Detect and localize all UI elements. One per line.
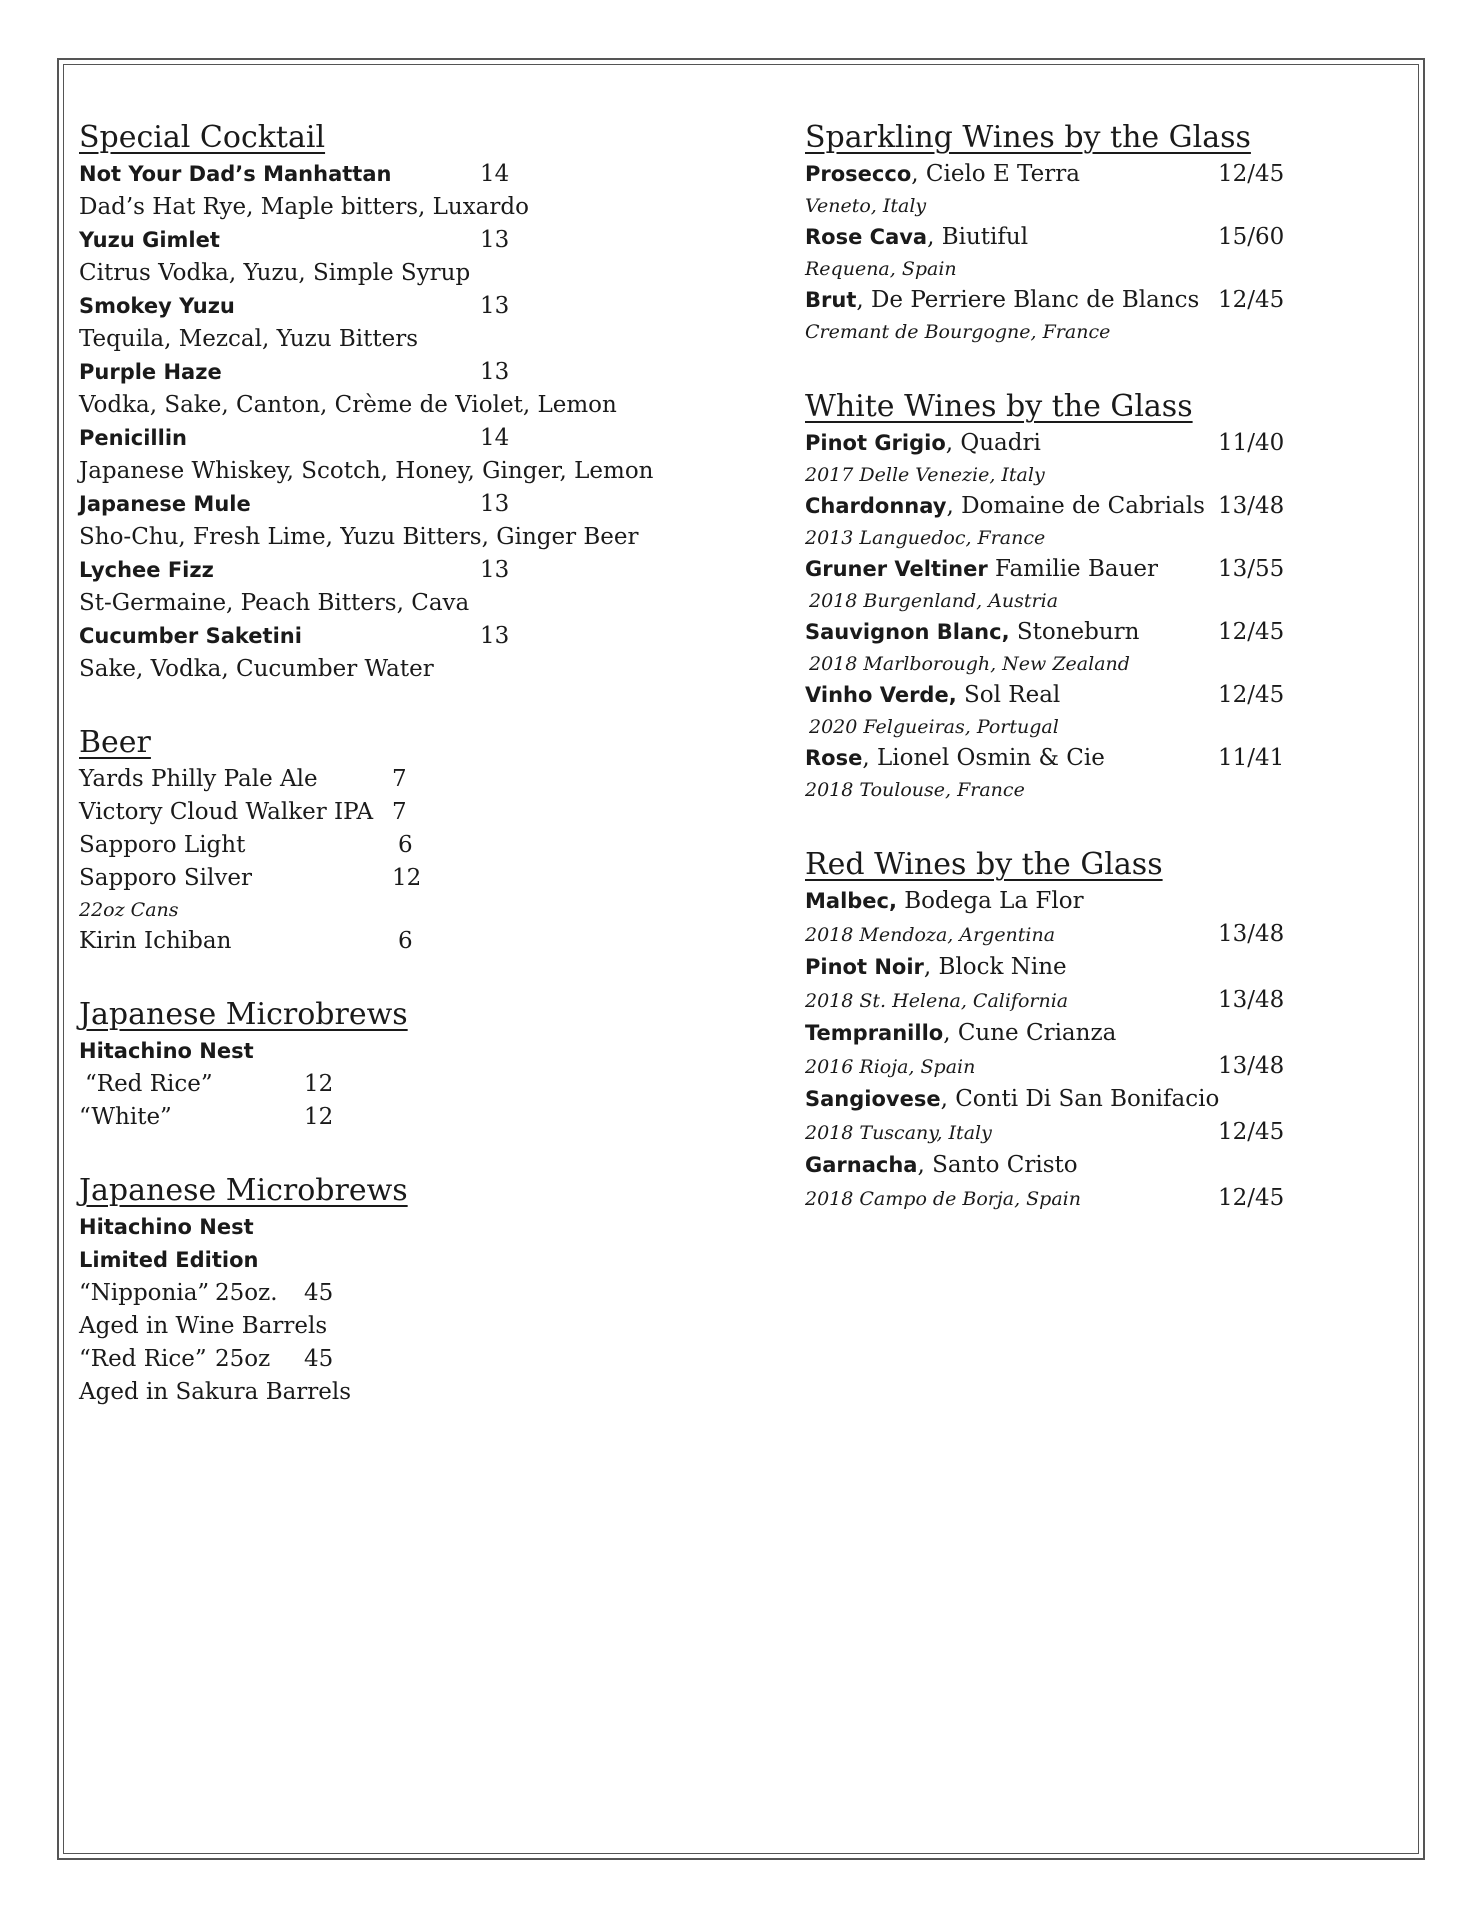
menu-item	[79, 1343, 679, 1376]
item-name: Sapporo Light	[79, 832, 246, 858]
brand-name: Hitachino Nest	[79, 1215, 254, 1239]
menu-item	[79, 925, 679, 958]
item-price: 11/41	[1218, 745, 1285, 771]
section-title: Beer	[79, 725, 151, 760]
item-origin: 2016 Rioja, Spain	[805, 1056, 976, 1078]
item-origin: 2017 Delle Venezie, Italy	[805, 464, 1045, 486]
item-price: 13/48	[1218, 987, 1285, 1013]
menu-item	[79, 763, 679, 796]
item-price: 12	[392, 865, 422, 891]
menu-item	[79, 290, 679, 323]
white-wines-section	[805, 387, 1405, 805]
item-name: Japanese Mule	[79, 492, 251, 516]
item-name: Sangiovese	[805, 1087, 941, 1111]
item-name: Chardonnay	[805, 494, 947, 518]
item-producer: , Biutiful	[927, 224, 1029, 250]
menu-item	[79, 1101, 679, 1134]
item-price: 12	[304, 1104, 334, 1130]
item-name: Rose Cava	[805, 225, 928, 249]
item-size: 25oz	[215, 1346, 271, 1372]
item-origin: 2018 Campo de Borja, Spain	[805, 1188, 1081, 1210]
japanese-microbrews-section	[79, 995, 679, 1134]
item-name: Smokey Yuzu	[79, 294, 235, 318]
item-price: 12/45	[1218, 619, 1285, 645]
menu-item	[805, 284, 1405, 317]
menu-item	[805, 158, 1405, 191]
item-name: “Red Rice”	[85, 1071, 213, 1097]
item-name: Pinot Noir	[805, 955, 924, 979]
item-description: St-Germaine, Peach Bitters, Cava	[79, 590, 470, 616]
menu-item	[805, 427, 1405, 460]
right-column	[805, 118, 1405, 1215]
item-description: Citrus Vodka, Yuzu, Simple Syrup	[79, 260, 471, 286]
item-description: Sho-Chu, Fresh Lime, Yuzu Bitters, Ginger Beer	[79, 524, 639, 550]
item-producer: , Santo Cristo	[917, 1152, 1078, 1178]
item-price: 12	[304, 1071, 334, 1097]
item-name: Prosecco	[805, 162, 912, 186]
item-producer: Bodega La Flor	[896, 888, 1084, 914]
menu-item-detail	[805, 1182, 1405, 1215]
item-name: Cucumber Saketini	[79, 624, 302, 648]
item-name: Sapporo Silver	[79, 865, 252, 891]
item-origin: 2020 Felgueiras, Portugal	[809, 716, 1059, 738]
item-name: Tempranillo	[805, 1021, 944, 1045]
item-name: Lychee Fizz	[79, 558, 214, 582]
item-name: Sauvignon Blanc,	[805, 620, 1010, 644]
item-name: Purple Haze	[79, 360, 222, 384]
menu-item	[805, 951, 1405, 984]
item-origin: Veneto, Italy	[805, 195, 927, 217]
item-producer: , Cune Crianza	[943, 1020, 1117, 1046]
menu-item	[79, 224, 679, 257]
item-price: 12/45	[1218, 682, 1285, 708]
item-origin: 2018 Marlborough, New Zealand	[809, 653, 1130, 675]
item-name: Yuzu Gimlet	[79, 228, 220, 252]
menu-item	[79, 554, 679, 587]
item-price: 13	[480, 623, 510, 649]
item-name: Penicillin	[79, 426, 187, 450]
section-title: Sparkling Wines by the Glass	[805, 120, 1251, 155]
menu-item	[79, 1068, 679, 1101]
item-description: Japanese Whiskey, Scotch, Honey, Ginger, Lemon	[79, 458, 654, 484]
item-name: Kirin Ichiban	[79, 928, 232, 954]
section-title: Red Wines by the Glass	[805, 847, 1163, 882]
menu-item	[805, 490, 1405, 523]
item-price: 13/48	[1218, 921, 1285, 947]
item-name: Not Your Dad’s Manhattan	[79, 162, 392, 186]
item-origin: 2018 Mendoza, Argentina	[805, 924, 1056, 946]
menu-item	[805, 616, 1405, 649]
section-title: Japanese Microbrews	[79, 997, 408, 1032]
sparkling-wines-section	[805, 118, 1405, 347]
item-description: Sake, Vodka, Cucumber Water	[79, 656, 434, 682]
item-price: 13/48	[1218, 1053, 1285, 1079]
item-producer: , Quadri	[945, 430, 1041, 456]
item-price: 14	[480, 425, 510, 451]
menu-item	[79, 422, 679, 455]
item-price: 7	[392, 799, 407, 825]
menu-item	[805, 1017, 1405, 1050]
item-description: Tequila, Mezcal, Yuzu Bitters	[79, 326, 418, 352]
menu-item	[79, 488, 679, 521]
item-name: Gruner Veltiner	[805, 557, 988, 581]
item-name: Pinot Grigio	[805, 431, 946, 455]
item-note: 22oz Cans	[79, 899, 179, 921]
menu-item-detail	[805, 1050, 1405, 1083]
menu-item	[805, 221, 1405, 254]
item-price: 45	[304, 1280, 334, 1306]
item-name: Garnacha	[805, 1153, 918, 1177]
item-producer: , De Perriere Blanc de Blancs	[856, 287, 1200, 313]
item-price: 13/55	[1218, 556, 1285, 582]
item-price: 13	[480, 293, 510, 319]
menu-item	[805, 1149, 1405, 1182]
menu-item	[805, 679, 1405, 712]
menu-item	[79, 1277, 679, 1310]
menu-item	[79, 862, 679, 895]
item-name: Malbec,	[805, 889, 897, 913]
item-price: 6	[398, 832, 413, 858]
menu-item-detail	[805, 984, 1405, 1017]
menu-item	[805, 742, 1405, 775]
item-name: Brut	[805, 288, 857, 312]
item-producer: , Block Nine	[923, 954, 1067, 980]
item-producer: Sol Real	[956, 682, 1061, 708]
menu-item	[805, 553, 1405, 586]
item-name: “Red Rice”	[79, 1346, 207, 1372]
item-description: Dad’s Hat Rye, Maple bitters, Luxardo	[79, 194, 529, 220]
item-producer: , Cielo E Terra	[911, 161, 1080, 187]
item-producer: , Domaine de Cabrials	[946, 493, 1205, 519]
item-price: 13	[480, 359, 510, 385]
item-name: Vinho Verde,	[805, 683, 957, 707]
japanese-microbrews-limited-section	[79, 1171, 679, 1409]
left-column	[79, 118, 679, 1409]
section-title: White Wines by the Glass	[805, 389, 1193, 424]
item-price: 45	[304, 1346, 334, 1372]
item-origin: 2018 Burgenland, Austria	[809, 590, 1059, 612]
menu-item	[79, 829, 679, 862]
beer-section	[79, 723, 679, 958]
item-price: 11/40	[1218, 430, 1285, 456]
item-price: 7	[392, 766, 407, 792]
item-price: 13	[480, 491, 510, 517]
item-price: 12/45	[1218, 1185, 1285, 1211]
item-price: 12/45	[1218, 161, 1285, 187]
item-producer: , Lionel Osmin & Cie	[862, 745, 1105, 771]
item-price: 13/48	[1218, 493, 1285, 519]
item-price: 15/60	[1218, 224, 1285, 250]
item-name: Victory Cloud Walker IPA	[79, 799, 374, 825]
item-description: Vodka, Sake, Canton, Crème de Violet, Lemon	[79, 392, 617, 418]
item-origin: 2018 Tuscany, Italy	[805, 1122, 992, 1144]
item-origin: 2018 St. Helena, California	[805, 990, 1069, 1012]
item-name: “Nipponia”	[79, 1280, 210, 1306]
item-producer: , Conti Di San Bonifacio	[940, 1086, 1220, 1112]
item-origin: Requena, Spain	[805, 258, 957, 280]
special-cocktail-section	[79, 118, 679, 686]
item-price: 6	[398, 928, 413, 954]
section-title: Special Cocktail	[79, 120, 326, 155]
item-price: 12/45	[1218, 1119, 1285, 1145]
item-description: Aged in Sakura Barrels	[79, 1379, 352, 1405]
edition-label: Limited Edition	[79, 1248, 259, 1272]
item-producer: Familie Bauer	[987, 556, 1159, 582]
menu-item-detail	[805, 918, 1405, 951]
item-producer: Stoneburn	[1009, 619, 1140, 645]
item-name: Rose	[805, 746, 863, 770]
item-origin: 2018 Toulouse, France	[805, 779, 1025, 801]
item-price: 13	[480, 227, 510, 253]
menu-item	[805, 1083, 1405, 1116]
item-origin: 2013 Languedoc, France	[805, 527, 1046, 549]
menu-item-detail	[805, 1116, 1405, 1149]
menu-item	[805, 885, 1405, 918]
item-origin: Cremant de Bourgogne, France	[805, 321, 1111, 343]
section-title: Japanese Microbrews	[79, 1173, 408, 1208]
item-size: 25oz.	[215, 1280, 278, 1306]
menu-item	[79, 620, 679, 653]
item-description: Aged in Wine Barrels	[79, 1313, 328, 1339]
brand-name: Hitachino Nest	[79, 1039, 254, 1063]
item-price: 12/45	[1218, 287, 1285, 313]
item-name: “White”	[79, 1104, 172, 1130]
menu-item	[79, 356, 679, 389]
item-name: Yards Philly Pale Ale	[79, 766, 318, 792]
menu-item	[79, 158, 679, 191]
item-price: 13	[480, 557, 510, 583]
menu-item	[79, 796, 679, 829]
item-price: 14	[480, 161, 510, 187]
red-wines-section	[805, 845, 1405, 1215]
